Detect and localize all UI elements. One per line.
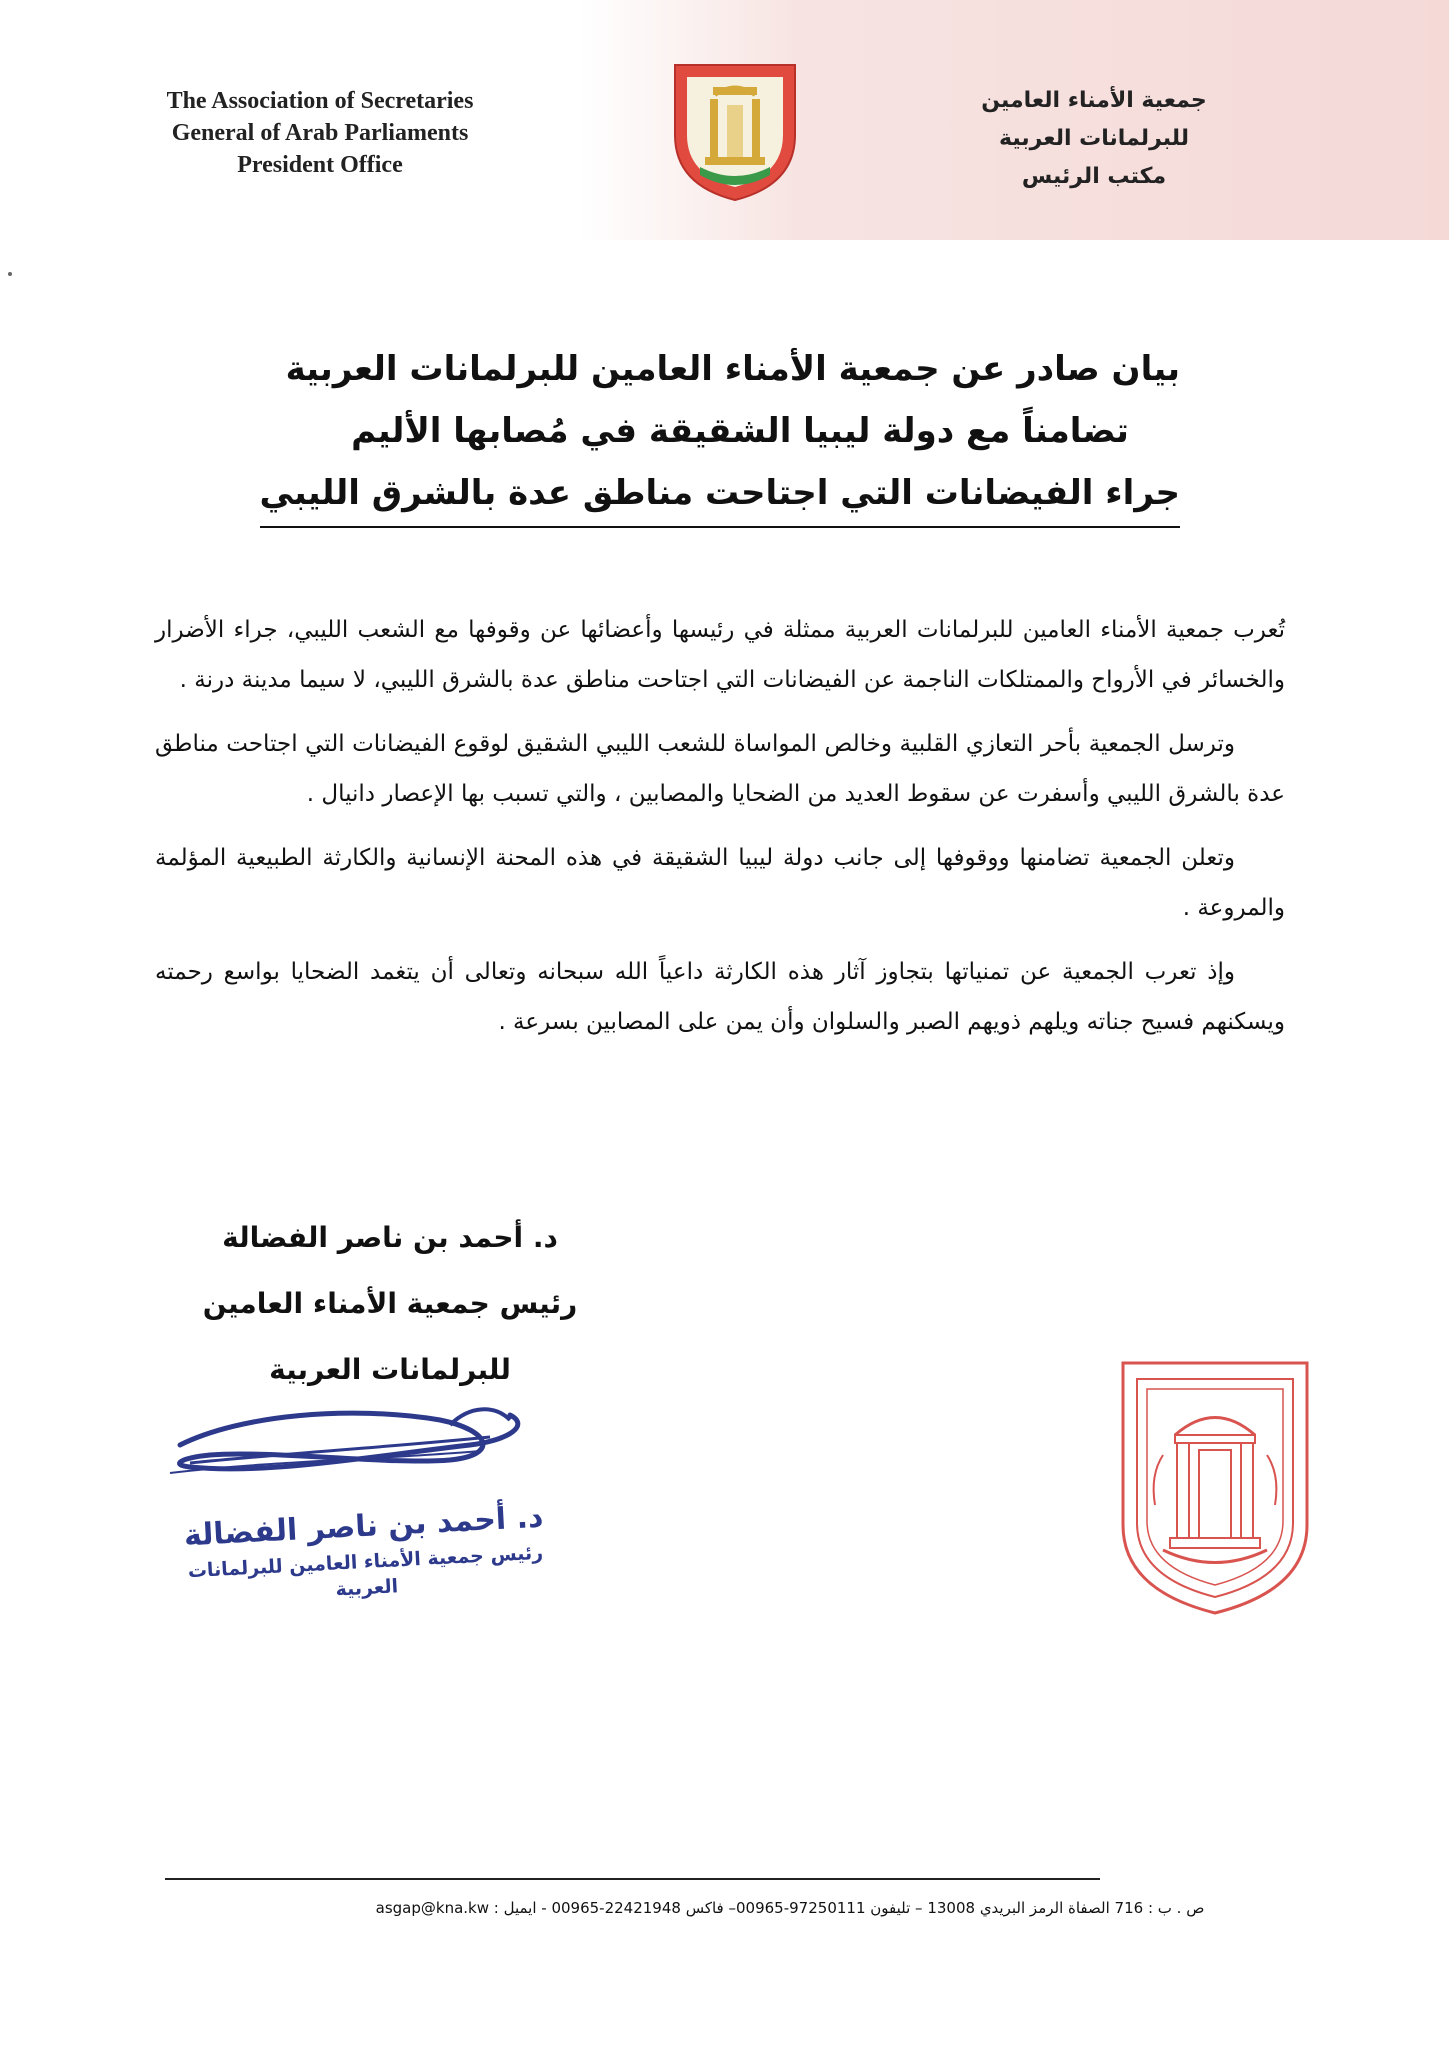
english-letterhead-line: President Office <box>237 152 403 178</box>
stamp-title: رئيس جمعية الأمناء العامين للبرلمانات العربية <box>187 1541 544 1601</box>
body-paragraph: وترسل الجمعية بأحر التعازي القلبية وخالص المواساة للشعب الليبي الشقيق لوقوع الفيضانات التي اجتاحت مناطق عدة بالشرق الليبي وأسفرت عن سقوط العديد من الضحايا والمصابين ، والتي تسبب بها الإعصار دانيال . <box>155 731 1285 807</box>
body-paragraph: وتعلن الجمعية تضامنها ووقوفها إلى جانب دولة ليبيا الشقيقة في هذه المحنة الإنسانية والكارثة الطبيعية المؤلمة والمروعة . <box>155 845 1285 921</box>
signatory-name: د. أحمد بن ناصر الفضالة <box>222 1221 558 1254</box>
signature-stamp-text <box>173 1495 558 1611</box>
scan-speck <box>8 272 12 276</box>
statement-body <box>155 605 1285 1061</box>
association-logo <box>665 55 805 205</box>
statement-title <box>259 338 1180 528</box>
body-paragraph: تُعرب جمعية الأمناء العامين للبرلمانات العربية ممثلة في رئيسها وأعضائها عن وقوفها مع الشعب الليبي، جراء الأضرار والخسائر في الأرواح والممتلكات الناجمة عن الفيضانات التي اجتاحت مناطق عدة بالشرق الليبي، لا سيما مدينة درنة . <box>155 617 1285 693</box>
stamp-name: د. أحمد بن ناصر الفضالة <box>183 1499 545 1554</box>
english-letterhead-line: The Association of Secretaries <box>166 88 474 114</box>
signatory-block <box>180 1205 600 1403</box>
association-seal <box>1115 1355 1315 1620</box>
footer-contact: ص . ب : 716 الصفاة الرمز البريدي 13008 – تليفون 97250111-00965– فاكس 22421948-00965 - ايميل : asgap@kna.kw <box>375 1899 1205 1917</box>
arabic-letterhead-line: مكتب الرئيس <box>1021 164 1167 189</box>
english-letterhead <box>120 85 520 181</box>
body-paragraph: وإذ تعرب الجمعية عن تمنياتها بتجاوز آثار هذه الكارثة داعياً الله سبحانه وتعالى أن يتغمد الضحايا بواسع رحمته ويسكنهم فسيح جناته ويلهم ذويهم الصبر والسلوان وأن يمن على المصابين بسرعة . <box>155 959 1285 1035</box>
arabic-letterhead-line: جمعية الأمناء العامين <box>981 88 1207 113</box>
signatory-title: رئيس جمعية الأمناء العامين <box>202 1287 578 1320</box>
signatory-title-continued: للبرلمانات العربية <box>269 1353 511 1386</box>
arabic-letterhead <box>934 82 1254 196</box>
title-line-underlined: جراء الفيضانات التي اجتاحت مناطق عدة بالشرق الليبي <box>260 462 1181 528</box>
title-line: تضامناً مع دولة ليبيا الشقيقة في مُصابها الأليم <box>351 411 1129 451</box>
title-line: بيان صادر عن جمعية الأمناء العامين للبرلمانات العربية <box>285 349 1180 389</box>
footer-divider <box>165 1878 1100 1880</box>
arabic-letterhead-line: للبرلمانات العربية <box>999 126 1189 151</box>
english-letterhead-line: General of Arab Parliaments <box>171 120 469 146</box>
